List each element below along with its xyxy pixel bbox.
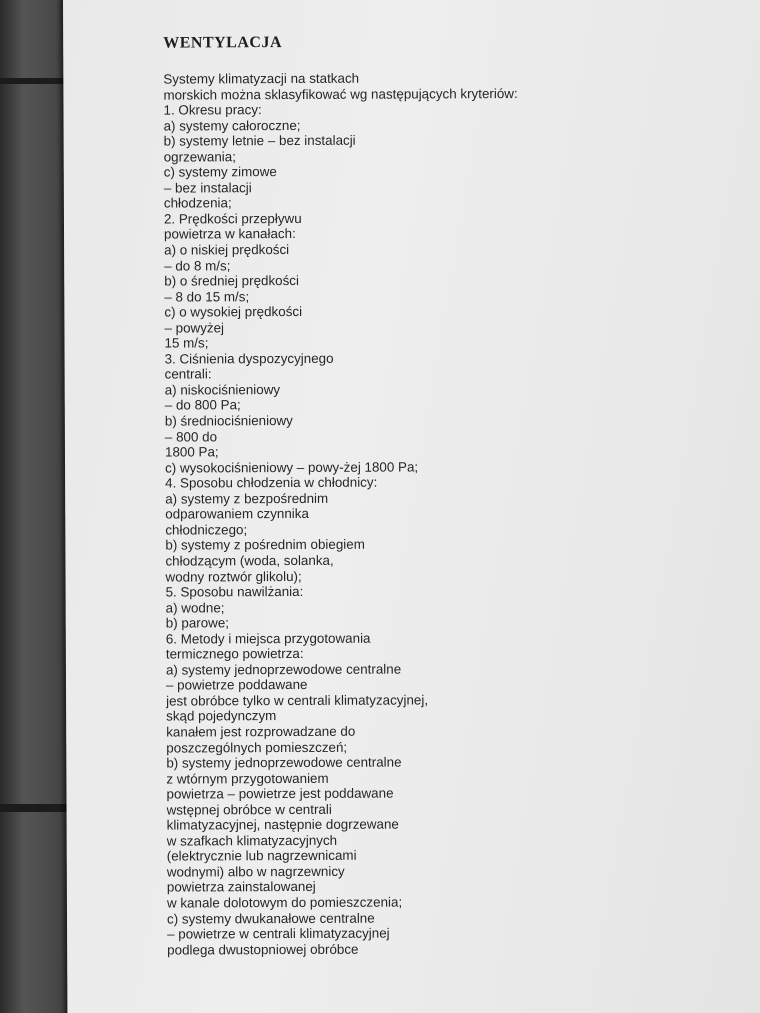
text-line: c) o wysokiej prędkości: [164, 304, 303, 320]
text-line: jest obróbce tylko w centrali klimatyzacyjnej,: [166, 692, 429, 709]
text-line: – powyżej: [164, 320, 225, 336]
text-line: kanałem jest rozprowadzane do: [166, 723, 356, 740]
text-line: a) systemy całoroczne;: [163, 117, 301, 134]
text-line: powietrza zainstalowanej: [166, 879, 316, 895]
text-line: poszczególnych pomieszczeń;: [166, 739, 348, 756]
text-line: a) niskociśnieniowy: [164, 381, 281, 398]
text-line: chłodzącym (woda, solanka,: [165, 552, 334, 569]
text-line: b) systemy z pośrednim obiegiem: [165, 537, 365, 553]
text-line: 6. Metody i miejsca przygotowania: [165, 630, 371, 647]
document-body: [163, 69, 727, 958]
text-line: morskich można sklasyfikować wg następujących kryteriów:: [163, 85, 518, 103]
text-line: odparowaniem czynnika: [165, 506, 309, 522]
text-line: powietrza w kanałach:: [164, 226, 296, 243]
text-line: 1. Okresu pracy:: [163, 102, 262, 118]
text-line: skąd pojedynczym: [166, 708, 277, 724]
text-line: w kanale dolotowym do pomieszczenia;: [166, 894, 403, 911]
text-line: 3. Ciśnienia dyspozycyjnego: [164, 350, 334, 367]
text-line: a) o niskiej prędkości: [164, 242, 290, 258]
text-line: – 8 do 15 m/s;: [164, 288, 250, 305]
text-line: z wtórnym przygotowaniem: [166, 770, 329, 787]
text-line: b) systemy jednoprzewodowe centralne: [166, 754, 402, 771]
text-line: Systemy klimatyzacji na statkach: [163, 70, 360, 87]
text-line: a) systemy jednoprzewodowe centralne: [165, 661, 402, 678]
text-line: termicznego powietrza:: [165, 646, 304, 662]
text-line: centrali:: [164, 366, 212, 382]
text-line: 1800 Pa;: [164, 444, 219, 460]
text-line: a) systemy z bezpośrednim: [165, 490, 329, 507]
text-line: wstępnej obróbce w centrali: [166, 801, 332, 818]
text-line: w szafkach klimatyzacyjnych: [166, 832, 338, 849]
text-line: chłodzenia;: [163, 195, 232, 211]
text-line: chłodniczego;: [165, 522, 248, 538]
text-line: – do 800 Pa;: [164, 397, 241, 414]
text-line: 2. Prędkości przepływu: [163, 210, 302, 227]
text-line: 4. Sposobu chłodzenia w chłodnicy:: [165, 474, 378, 491]
text-line: – bez instalacji: [163, 180, 252, 196]
document-title: WENTYLACJA: [163, 34, 283, 52]
text-line: wodnymi) albo w nagrzewnicy: [166, 863, 345, 880]
text-line: wodny roztwór glikolu);: [165, 568, 302, 585]
paper-sheet: [63, 0, 760, 1013]
text-line: – powietrze poddawane: [165, 677, 308, 693]
text-line: b) o średniej prędkości: [164, 273, 299, 289]
text-line: podlega dwustopniowej obróbce: [167, 941, 359, 958]
text-line: b) parowe;: [165, 615, 230, 631]
text-line: b) średniociśnieniowy: [164, 413, 293, 429]
text-line: b) systemy letnie – bez instalacji: [163, 132, 356, 149]
text-line: klimatyzacyjnej, następnie dogrzewane: [166, 816, 399, 833]
text-line: c) wysokociśnieniowy – powy-żej 1800 Pa;: [165, 459, 419, 476]
text-line: – do 8 m/s;: [164, 257, 231, 274]
text-line: c) systemy dwukanałowe centralne: [166, 910, 375, 927]
text-line: c) systemy zimowe: [163, 164, 277, 180]
text-line: 15 m/s;: [164, 335, 209, 351]
text-line: ogrzewania;: [163, 148, 236, 165]
text-line: – 800 do: [164, 428, 218, 445]
text-line: (elektrycznie lub nagrzewnicami: [166, 848, 357, 864]
text-line: powietrza – powietrze jest poddawane: [166, 785, 394, 802]
text-line: 5. Sposobu nawilżania:: [165, 584, 304, 600]
text-line: a) wodne;: [165, 599, 225, 616]
text-line: – powietrze w centrali klimatyzacyjnej: [167, 925, 390, 942]
